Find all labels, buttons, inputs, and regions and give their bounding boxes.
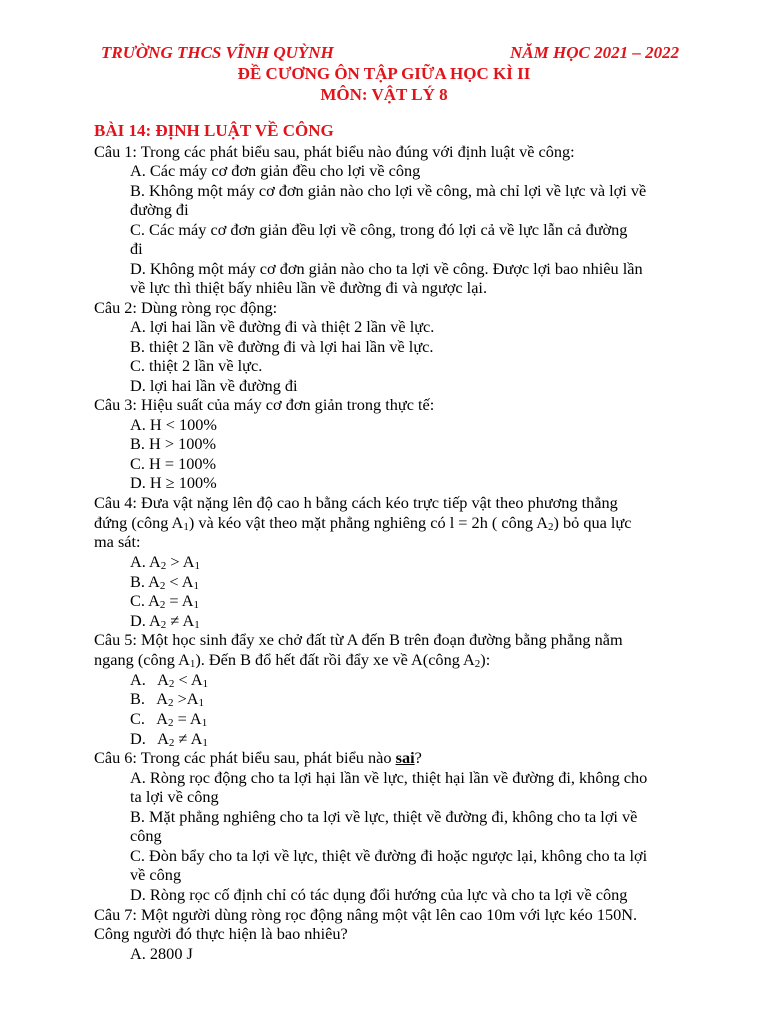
question-4-line-2: đứng (công $A_1$) và kéo vật theo mặt phẳng nghiêng có l = 2h ( công $A_2$) bỏ qua lực [94,513,632,533]
q5-option-c: C. $A_2 = A_1$ [130,709,208,729]
q3-option-d: D. H ≥ 100% [130,473,217,492]
q1-option-d-cont: về lực thì thiệt bấy nhiêu lần về đường đi và ngược lại. [130,278,488,297]
q5-option-d: D. $A_2 \ne A_1$ [130,729,208,749]
q6-option-d: D. Ròng rọc cố định chỉ có tác dụng đổi hướng của lực và cho ta lợi về công [130,885,628,904]
subject-title: MÔN: VẬT LÝ 8 [320,85,448,104]
q3-option-c: C. H = 100% [130,454,217,473]
q2-option-a: A. lợi hai lần về đường đi và thiệt 2 lần về lực. [130,317,435,336]
question-4-line-3: ma sát: [94,532,141,551]
q6-option-b-cont: công [130,826,162,845]
question-6: Câu 6: Trong các phát biểu sau, phát biểu nào sai? [94,748,422,767]
q1-option-c-cont: đi [130,239,143,258]
q1-option-c: C. Các máy cơ đơn giản đều lợi về công, trong đó lợi cả về lực lẫn cả đường [130,220,628,239]
q1-option-b-cont: đường đi [130,200,189,219]
question-7: Câu 7: Một người dùng ròng rọc động nâng một vật lên cao 10m với lực kéo 150N. [94,905,638,924]
q4-option-b: B. $A_2 < A_1$ [130,572,200,592]
q5-option-a: A. $A_2 < A_1$ [130,670,209,690]
emphasis-sai: sai [395,748,415,767]
q7-option-a: A. 2800 J [130,944,193,963]
q6-option-c-cont: về công [130,865,182,884]
question-7-line-2: Công người đó thực hiện là bao nhiêu? [94,924,348,943]
q1-option-d: D. Không một máy cơ đơn giản nào cho ta lợi về công. Được lợi bao nhiêu lần [130,259,643,278]
q6-option-b: B. Mặt phẳng nghiêng cho ta lợi về lực, thiệt về đường đi, không cho ta lợi về [130,807,638,826]
q3-option-a: A. H < 100% [130,415,217,434]
school-name: TRƯỜNG THCS VĨNH QUỲNH [101,43,334,62]
q6-option-c: C. Đòn bẩy cho ta lợi về lực, thiệt về đường đi hoặc ngược lại, không cho ta lợi [130,846,648,865]
q3-option-b: B. H > 100% [130,434,217,453]
q1-option-b: B. Không một máy cơ đơn giản nào cho lợi về công, mà chỉ lợi về lực và lợi về [130,181,647,200]
question-4: Câu 4: Đưa vật nặng lên độ cao h bằng cách kéo trực tiếp vật theo phương thẳng [94,493,618,512]
question-3: Câu 3: Hiệu suất của máy cơ đơn giản trong thực tế: [94,395,435,414]
school-year: NĂM HỌC 2021 – 2022 [510,43,680,62]
document-title: ĐỀ CƯƠNG ÔN TẬP GIỮA HỌC KÌ II [237,64,531,83]
q6-option-a-cont: ta lợi về công [130,787,219,806]
q2-option-d: D. lợi hai lần về đường đi [130,376,298,395]
q4-option-c: C. $A_2 = A_1$ [130,591,200,611]
q5-option-b: B. $A_2 >A_1$ [130,689,205,709]
q1-option-a: A. Các máy cơ đơn giản đều cho lợi về công [130,161,421,180]
q2-option-b: B. thiệt 2 lần về đường đi và lợi hai lần về lực. [130,337,434,356]
q4-option-a: A. $A_2 > A_1$ [130,552,200,572]
question-1: Câu 1: Trong các phát biểu sau, phát biểu nào đúng với định luật về công: [94,142,575,161]
q2-option-c: C. thiệt 2 lần về lực. [130,356,263,375]
q6-option-a: A. Ròng rọc động cho ta lợi hại lần về lực, thiệt hại lần về đường đi, không cho [130,768,648,787]
lesson-heading: BÀI 14: ĐỊNH LUẬT VỀ CÔNG [94,121,334,140]
question-2: Câu 2: Dùng ròng rọc động: [94,298,278,317]
q4-option-d: D. $A_2 \ne A_1$ [130,611,200,631]
question-5: Câu 5: Một học sinh đẩy xe chở đất từ A đến B trên đoạn đường bằng phẳng nằm [94,630,623,649]
question-5-line-2: ngang (công $A_1$). Đến B đổ hết đất rồi đẩy xe về A(công $A_2$): [94,650,491,670]
